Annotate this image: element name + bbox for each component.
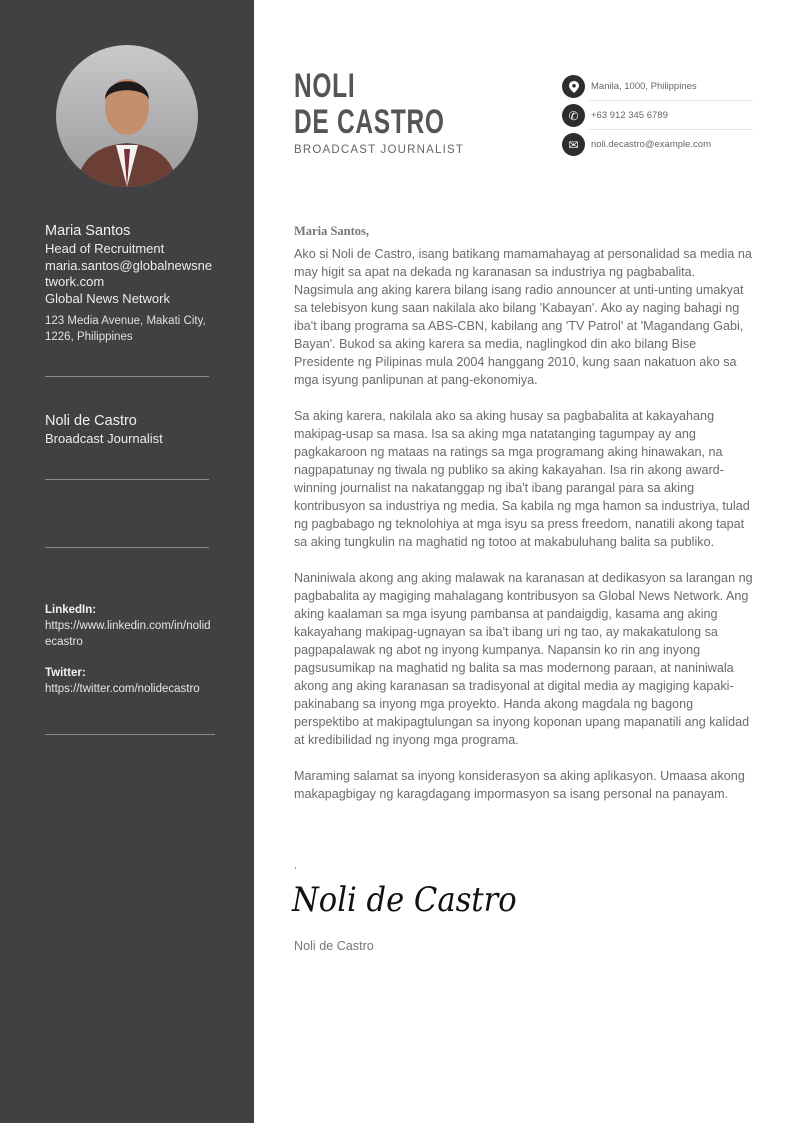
sender-name-line2: DE CASTRO [294, 103, 445, 141]
salutation: Maria Santos, [294, 224, 369, 238]
linkedin-url[interactable]: https://www.linkedin.com/in/nolidecastro [45, 620, 211, 648]
recipient-block [45, 222, 215, 345]
recipient-address: 123 Media Avenue, Makati City, 1226, Philippines [45, 315, 206, 344]
phone-icon: ✆ [562, 104, 585, 127]
divider [45, 376, 209, 377]
signature: Noli de Castro [292, 880, 517, 920]
paragraph: Naniniwala akong ang aking malawak na karanasan at dedikasyon sa larangan ng pagbabalita ay magiging mahalagang kontribusyon sa Global News Network. Ang aking kaalaman sa mga isyung pambansa at pandaigdig, kasama ang aking kakayahang makipag-ugnayan sa iba't ibang uri ng tao, ay makakatulong sa pagpapalawak ng abot ng inyong kumpanya. Napansin ko rin ang inyong pagsusumikap na maghatid ng balita sa mas modernong paraan, at naniniwala akong ang aking karanasan sa tradisyonal at digital media ay magiging kapaki-pakinabang sa inyong mga proyekto. Handa akong magdala ng bagong perspektibo at makipagtulungan sa inyong koponan upang mapanatili ang kalidad at kredibilidad ng inyong mga programa. [294, 571, 753, 747]
divider [45, 479, 209, 480]
contact-phone-text[interactable]: +63 912 345 6789 [591, 110, 668, 121]
paragraph: Maraming salamat sa inyong konsiderasyon sa aking aplikasyon. Umaasa akong makapagbigay ng karagdagang impormasyon sa isang personal na panayam. [294, 769, 745, 801]
sidebar-sender-name: Noli de Castro [45, 413, 137, 429]
sidebar-sender [45, 412, 215, 448]
contact-list [562, 72, 753, 159]
recipient-email[interactable]: maria.santos@globalnewsnetwork.com [45, 257, 213, 290]
twitter-url[interactable]: https://twitter.com/nolidecastro [45, 683, 200, 695]
recipient-position: Head of Recruitment [45, 241, 165, 256]
linkedin-label: LinkedIn: [45, 604, 97, 616]
contact-location [562, 72, 753, 101]
profile-photo [56, 45, 198, 187]
sender-name-line1: NOLI [294, 67, 356, 105]
signed-name: Noli de Castro [294, 939, 374, 953]
sidebar-sender-title: Broadcast Journalist [45, 431, 163, 446]
twitter-label: Twitter: [45, 667, 86, 679]
paragraph: Sa aking karera, nakilala ako sa aking husay sa pagbabalita at kakayahang makipag-usap sa masa. Isa sa aking mga natatanging tagumpay ay ang pagkakaroon ng mataas na ratings sa mga programang aking hinawakan, na nagpapatunay ng tiwala ng publiko sa aking kakayahan. Isa rin akong award-winning journalist na nakatanggap ng iba't ibang parangal para sa aking kontribusyon sa industriya ng media. Sa kabila ng mga hamon sa industriya, tulad ng pagbabago ng teknolohiya at mga isyu sa press freedom, nanatili akong tapat sa aking tungkulin na maghatid ng totoo at makabuluhang balita sa publiko. [294, 409, 750, 549]
recipient-company: Global News Network [45, 290, 170, 306]
location-pin-icon [562, 75, 585, 98]
paragraph: Ako si Noli de Castro, isang batikang mamamahayag at personalidad sa media na may higit sa apat na dekada ng karanasan sa industriya ng pagbabalita. Nagsimula ang aking karera bilang isang radio announcer at unti-unting umakyat sa telebisyon kung saan nakilala ako bilang 'Kabayan'. Ako ay naging bahagi ng iba't ibang programa sa ABS-CBN, kabilang ang 'TV Patrol' at 'Magandang Gabi, Bayan'. Bukod sa aking karera sa media, naglingkod din ako bilang Bise Presidente ng Pilipinas mula 2004 hanggang 2010, kung saan nakatuon ako sa mga isyung panlipunan at pang-ekonomiya. [294, 247, 752, 387]
letter-body [294, 224, 756, 821]
envelope-icon: ✉ [562, 133, 585, 156]
closing: , [294, 860, 297, 871]
divider [45, 547, 209, 548]
sidebar [0, 0, 254, 1123]
contact-email [562, 130, 753, 159]
divider [45, 734, 215, 735]
contact-location-text: Manila, 1000, Philippines [591, 81, 697, 92]
sender-name [294, 68, 445, 140]
contact-phone [562, 101, 753, 130]
social-links [45, 602, 211, 697]
contact-email-text[interactable]: noli.decastro@example.com [591, 139, 712, 150]
recipient-name: Maria Santos [45, 223, 131, 239]
sender-title: BROADCAST JOURNALIST [294, 144, 465, 156]
